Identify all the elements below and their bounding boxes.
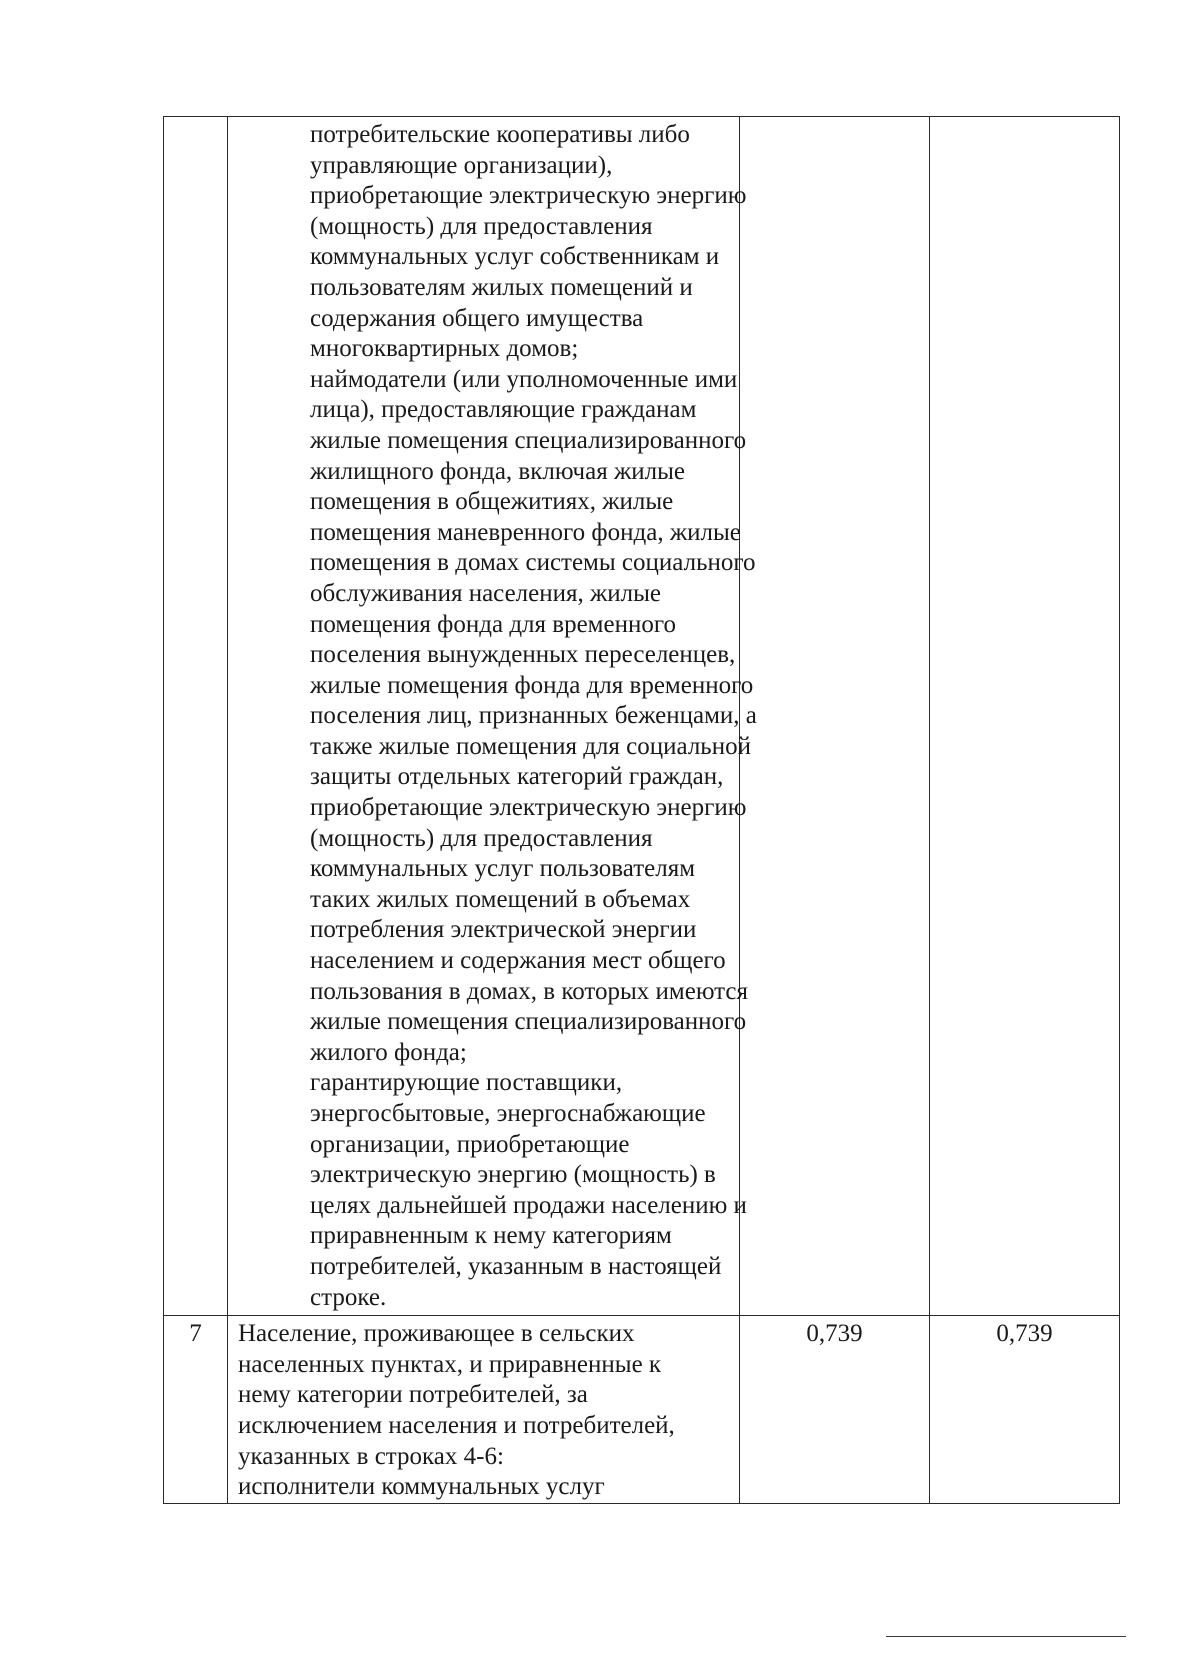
text-line: приобретающие электрическую энергию	[310, 182, 747, 210]
text-line: помещения фонда для временного	[310, 610, 676, 638]
text-line: таких жилых помещений в объемах	[310, 885, 691, 913]
text-line: организации, приобретающие	[310, 1130, 630, 1158]
text-line: также жилые помещения для социальной	[310, 732, 751, 760]
text-line: целях дальнейшей продажи населению и	[310, 1191, 747, 1219]
footer-rule	[886, 1636, 1126, 1637]
text-line: пользования в домах, в которых имеются	[310, 977, 748, 1005]
text-line: содержания общего имущества	[310, 304, 644, 332]
text-line: жилые помещения фонда для временного	[310, 671, 754, 699]
text-line: (мощность) для предоставления	[310, 212, 653, 240]
row-description-cell	[228, 1316, 740, 1504]
text-line: потребителей, указанным в настоящей	[310, 1252, 722, 1280]
text-line: жилые помещения специализированного	[310, 426, 747, 454]
text-line: населением и содержания мест общего	[310, 947, 726, 975]
text-line: гарантирующие поставщики,	[310, 1069, 623, 1097]
value-2: 0,739	[996, 1320, 1053, 1348]
row-description	[238, 1319, 729, 1503]
text-line: потребительские кооперативы либо	[310, 121, 690, 148]
value-cell-1	[740, 1316, 930, 1504]
text-line: поселения вынужденных переселенцев,	[310, 641, 736, 669]
row-number: 7	[189, 1320, 202, 1348]
text-line: жилищного фонда, включая жилые	[310, 457, 685, 485]
row-description-cell	[228, 117, 757, 1316]
text-line: жилые помещения специализированного	[310, 1008, 747, 1036]
tariff-table	[163, 116, 1120, 1504]
text-line: пользователям жилых помещений и	[310, 273, 693, 301]
text-line: приравненным к нему категориям	[310, 1222, 672, 1250]
text-line: энергосбытовые, энергоснабжающие	[310, 1100, 706, 1127]
text-line: наймодатели (или уполномоченные ими	[310, 365, 738, 393]
text-line: поселения лиц, признанных беженцами, а	[310, 702, 757, 730]
row-number-cell	[164, 117, 228, 1316]
text-line: коммунальных услуг собственникам и	[310, 243, 720, 271]
text-line: (мощность) для предоставления	[310, 824, 653, 852]
text-line: нему категории потребителей, за	[238, 1381, 588, 1409]
text-line: строке.	[310, 1283, 387, 1311]
table-row	[164, 1316, 1120, 1504]
text-line: помещения маневренного фонда, жилые	[310, 518, 741, 546]
text-line: жилого фонда;	[310, 1038, 467, 1066]
row-description	[310, 120, 757, 1313]
text-line: обслуживания населения, жилые	[310, 579, 662, 607]
text-line: потребления электрической энергии	[310, 916, 697, 944]
value-1: 0,739	[806, 1320, 863, 1348]
text-line: приобретающие электрическую энергию	[310, 794, 747, 822]
text-line: исключением населения и потребителей,	[238, 1411, 675, 1439]
text-line: помещения в общежитиях, жилые	[310, 488, 674, 516]
text-line: лица), предоставляющие гражданам	[310, 396, 697, 424]
row-number-cell	[164, 1316, 228, 1504]
text-line: населенных пунктах, и приравненные к	[238, 1350, 662, 1378]
text-line: исполнители коммунальных услуг	[238, 1473, 605, 1501]
text-line: управляющие организации),	[310, 151, 613, 179]
text-line: многоквартирных домов;	[310, 335, 579, 363]
text-line: помещения в домах системы социального	[310, 549, 756, 577]
value-cell-2	[930, 117, 1120, 1316]
text-line: Население, проживающее в сельских	[238, 1320, 635, 1348]
text-line: электрическую энергию (мощность) в	[310, 1161, 716, 1189]
value-cell-1	[740, 117, 930, 1316]
text-line: указанных в строках 4-6:	[238, 1442, 504, 1470]
value-cell-2	[930, 1316, 1120, 1504]
table-row	[164, 117, 1120, 1316]
text-line: коммунальных услуг пользователям	[310, 855, 696, 883]
text-line: защиты отдельных категорий граждан,	[310, 763, 724, 791]
